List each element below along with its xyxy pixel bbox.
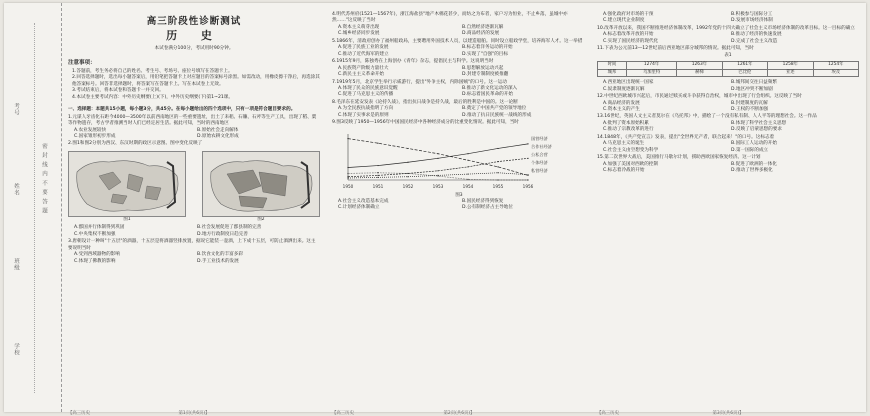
question-options [597,101,859,114]
table-cell: 城邦 [598,69,627,77]
question-stem: 4.明代苏州府(1521—1567年)，浙江海盐县"地产木棉花甚少，而纺之为布者，家户习为恒业，不止乡落，虽城中亦然……"这反映了当时 [332,12,568,24]
name-label: 姓名 [13,183,19,196]
table-cell: 1261年 [722,62,767,70]
data-point [377,175,378,176]
data-point [527,179,528,180]
option[interactable]: A.加强了美国对西欧的控制 [603,161,659,167]
exam-title: 高三阶段性诊断测试 [146,16,242,27]
data-point [407,173,408,174]
line-chart [332,130,586,190]
exam-info: 本试卷满分100分，考试用时90分钟。 [154,46,234,51]
question [597,135,859,154]
data-point [377,165,378,166]
option[interactable]: C.建立现代企业制度 [603,18,645,24]
binding-margin [4,3,62,412]
question-stem: 15.第二次世界大战后，美国推行马歇尔计划，援助西欧国家恢复经济。这一计划 [597,155,761,161]
page-column-2 [332,11,586,401]
option[interactable]: D.发展市场经济体制 [731,18,773,24]
option[interactable]: B.标志着洋务运动的开始 [462,45,513,51]
option[interactable]: B.饮食文化的丰富多彩 [197,252,243,258]
question-options [332,25,586,38]
option[interactable]: A.体现了民众的民族意识觉醒 [338,85,398,91]
question [68,239,320,265]
series-label: 公私合营 [531,151,548,157]
question-options [597,162,859,175]
data-point [467,166,468,167]
map-image [68,151,186,217]
option[interactable]: D.商品经济的发展 [462,31,500,37]
question [597,114,859,133]
question [597,94,859,113]
question [597,155,859,174]
question [332,100,586,119]
option[interactable]: B.社会发展促进了郡县制的完善 [197,225,262,231]
question [68,141,320,147]
data-point [497,161,498,162]
question-options [597,121,859,134]
map-caption: 图1 [123,216,131,222]
x-tick-label: 1951 [372,183,384,189]
data-point [347,167,348,168]
exam-sheet [4,3,866,416]
footer-left: 【高三历史 [68,411,90,416]
table-cell: 1254年 [813,62,858,70]
x-tick-label: 1956 [522,183,534,189]
question-options [597,80,859,93]
table-cell: 1274年 [626,62,676,70]
table-cell: 巴比伦 [722,69,767,77]
map-image [202,151,320,217]
page-column-3 [597,11,859,401]
question-options [68,225,320,238]
option[interactable]: C.资本主义的产生 [603,106,640,112]
question-list [597,12,859,53]
table-cell: 乌加里特 [626,69,676,77]
x-tick-label: 1953 [432,183,444,189]
table-cell: 时间 [598,62,627,70]
question-stem: 14.1848年，《共产党宣言》发表，提出"全世界无产者，联合起来！"的口号。这标志着 [597,134,775,140]
option[interactable]: B.城邦间交往日益频繁 [731,80,777,86]
option[interactable]: C.计划经济体制确立 [338,205,380,211]
question-options [332,106,586,119]
data-point [497,172,498,173]
option[interactable]: C.新民主主义革命开始 [338,72,385,78]
question-options [597,12,859,25]
option[interactable]: B.推动了经济的快速发展 [731,32,782,38]
option[interactable]: C.促进了马克思主义的传播 [338,92,394,98]
question-options [68,252,320,265]
footer-page: 第2页(共6页)】 [443,411,475,416]
option[interactable]: D.封建专制制度被推翻 [462,72,509,78]
option[interactable]: A.民族资产阶级力量壮大 [338,65,389,71]
option[interactable]: D.标志着国民革命的开始 [462,92,513,98]
option[interactable]: C.国家雏形初步形成 [74,133,116,139]
table-cell: 1258年 [768,62,813,70]
option[interactable]: D.推动了抗日民族统一战线的形成 [462,112,532,118]
section-1-heading: 一、选择题：本题共15小题，每小题3分，共45分。在每小题给出的四个选项中，只有一项是符合题目要求的。 [68,107,296,113]
option[interactable]: C.奴隶制度逐渐瓦解 [603,86,645,92]
question-stem: 1.元谋人牙齿化石距今4000—3500年以前西南地区的一些重要遗址，出土了耒耜、石镰、石斧等生产工具，出现了稻、粟等作物遗存，考古学者推测当时人们已经定居生活。据此可知，当时的西南地区 [68,114,317,127]
question [597,80,859,93]
question-stem: 13.16世纪，英国人文主义者莫尔在《乌托邦》中，描绘了一个没有私有制、人人平等的理想社会。这一作品 [597,114,817,120]
notice-item: 2.回答选择题时，选出每小题答案后，用铅笔把答题卡上对应题目的答案标号涂黑。如需改动，用橡皮擦干净后，再选涂其他答案标号。回答非选择题时，将答案写在答题卡上。写在本试卷上无效。 [72,75,320,87]
question-stem: 11.下表为公元前13—12世纪前后西亚地区部分城邦的情况。据此可知，当时 [597,46,754,52]
option[interactable]: A.郡国并行体制得到巩固 [74,225,125,231]
option[interactable]: A.马克思主义的诞生 [603,141,645,147]
series-line [348,138,528,175]
option[interactable]: D.地方行政制度日趋完善 [197,231,248,237]
question-stem: 5.1866年，清政府创办了福州船政局，主要聘用外国技术人员，以建造船舶。同时设立船政学堂，培养海军人才。这一举措 [332,38,583,44]
data-point [407,161,408,162]
chart-caption: 图3 [455,193,463,199]
table-cell: 1263年 [677,62,722,70]
x-tick-label: 1954 [462,183,474,189]
table-row [598,69,859,77]
option[interactable]: C.城乡经济同步发展 [338,31,380,37]
question-stem: 9.图3反映了1950—1956年中国国民经济中各种经济成分的比重变化情况。据此可知，当时 [332,120,519,126]
option[interactable]: C.中央集权不断加强 [74,231,116,237]
series-label: 合作社经济 [531,143,552,149]
x-tick-label: 1950 [342,183,354,189]
exam-number-label: 考号 [13,103,19,116]
seal-dotted-line [34,23,35,393]
data-point [467,159,468,160]
option[interactable]: B.原始社会走向解体 [197,127,239,133]
question-list [332,12,586,127]
exam-subject: 历 史 [166,29,222,42]
option[interactable]: B.推动了新文化运动的深入 [462,85,518,91]
data-point [347,177,348,178]
question [597,26,859,45]
option[interactable]: D.王权的不断加强 [731,106,769,112]
question-stem: 12.中世纪西欧城市兴起后，市民通过赎买或斗争获得自治权，城市中出现了行会组织。这反映了当时 [597,94,802,100]
option[interactable]: A.西亚地区出现统一国家 [603,80,654,86]
table-caption: 表1 [724,52,732,58]
option[interactable]: D.第一国际的成立 [731,147,769,153]
option[interactable]: C.体现了佛教的影响 [74,258,116,264]
data-point [527,143,528,144]
option[interactable]: D.完成了社会主义改造 [731,38,778,44]
map-figure-2 [202,151,320,223]
option[interactable]: A.农业发展较快 [74,127,107,133]
data-point [497,166,498,167]
option[interactable]: B.自然经济逐渐瓦解 [462,24,504,30]
option[interactable]: C.推动了宗教改革的进行 [603,127,654,133]
footer-left: 【高三历史 [597,411,619,416]
option[interactable]: C.社会主义由空想变为科学 [603,147,659,153]
table-row [598,62,859,70]
data-point [347,173,348,174]
notice-block [68,60,320,101]
option[interactable]: A.商品经济的发展 [603,100,640,106]
data-point [377,142,378,143]
data-point [497,148,498,149]
series-label: 个体经济 [531,159,548,165]
seal-line-text: 密 封 线 内 不 要 答 题 [41,143,47,215]
question [332,59,586,78]
table-cell: 赫梯 [677,69,722,77]
footer-left: 【高三历史 [332,411,354,416]
option[interactable]: A.社会主义改造基本完成 [338,198,389,204]
chart-figure-3 [332,130,586,199]
question [332,120,586,126]
notice-item: 1.答题前，考生务必将自己的姓名、考生号、考场号、座位号填写在答题卡上。 [72,68,233,74]
option[interactable]: D.原始农耕文化形成 [197,133,239,139]
data-point [467,173,468,174]
option[interactable]: B.奠定了中国共产党的领导地位 [462,106,527,112]
data-point [467,153,468,154]
data-point [347,138,348,139]
notice-item: 3.考试结束后，将本试卷和答题卡一并交回。 [72,88,164,94]
option[interactable]: D.实现了"自强"的目标 [462,51,508,57]
question [597,12,859,25]
question-options [332,86,586,99]
question-stem: 10.改革开放以来，我国不断推进经济体制改革，1992年党的十四大确立了社会主义市场经济体制的改革目标。这一目标的确立 [597,25,855,31]
data-point [497,179,498,180]
option[interactable]: D.地区冲突不断加剧 [731,86,773,92]
question-options [332,199,586,212]
data-point [437,170,438,171]
data-point [527,175,528,176]
data-point [377,176,378,177]
option[interactable]: B.国际工人运动的开始 [731,141,777,147]
question-options [68,128,320,141]
data-point [407,176,408,177]
question [332,12,586,38]
question-options [597,141,859,154]
option[interactable]: D.手工业技术的发展 [197,258,239,264]
notice-title: 注意事项： [68,60,96,67]
option[interactable]: B.积极参与国际分工 [731,12,773,17]
question-stem: 2.图1和图2分别为西汉、东汉时期的政区示意图。图中变化反映了 [68,141,203,147]
question-list [597,80,859,174]
data-point [407,148,408,149]
school-label: 学校 [13,343,19,356]
option[interactable]: A.标志着改革开放的开始 [603,32,654,38]
footer-page: 第1页(共6页)】 [178,411,210,416]
data-table [597,61,859,77]
notice-item: 4.本试卷主要考试内容：中外历史纲要(上)(下)，中外历史纲要(下)第1~21课。 [72,94,233,100]
data-point [347,176,348,177]
option[interactable]: D.反映了启蒙思想的要求 [731,127,782,133]
map-caption: 图2 [257,216,265,222]
option[interactable]: C.体现了实事求是的原则 [338,112,389,118]
option[interactable]: A.强化政府对市场的干预 [603,12,654,17]
option[interactable]: A.批判了资本原始积累 [603,120,649,126]
option[interactable]: D.推动了世界多极化 [731,168,773,174]
page-column-1 [68,11,320,401]
option[interactable]: B.封建制度的瓦解 [731,100,768,106]
table-cell: 埃及 [813,69,858,77]
option[interactable]: C.推动了近代海军的建立 [338,51,389,57]
series-line [348,144,528,168]
table-cell: 亚述 [768,69,813,77]
question-options [332,66,586,79]
data-point [527,157,528,158]
x-tick-label: 1955 [492,183,504,189]
question [332,80,586,99]
question [68,225,320,238]
option[interactable]: A.促进了民族工业的发展 [338,45,389,51]
option[interactable]: B.体现了科学社会主义思想 [731,120,787,126]
question [332,39,586,58]
option[interactable]: A.资本主义萌芽出现 [338,24,380,30]
option[interactable]: B.思想解放运动兴起 [462,65,504,71]
option[interactable]: C.标志着冷战的开始 [603,168,645,174]
data-point [437,157,438,158]
option[interactable]: B.促进了欧洲的一体化 [731,161,777,167]
question [332,199,586,212]
map-figures [68,151,320,223]
x-tick-label: 1952 [402,183,414,189]
footer-page: 第3页(共6页)】 [712,411,744,416]
question-stem: 8.毛泽东在延安发表《论持久战》，指出抗日战争是持久战，最后的胜利是中国的。这一论断 [332,99,518,105]
question [68,115,320,141]
question-stem: 6.1915年9月，陈独秀在上海创办《青年》杂志，提倡民主与科学。这说明当时 [332,59,494,65]
series-label: 私营经济 [531,167,548,173]
data-point [437,175,438,176]
option[interactable]: B.国民经济得到恢复 [462,198,504,204]
data-point [467,178,468,179]
question-options [597,32,859,45]
data-point [377,172,378,173]
option[interactable]: D.公有制经济占主导地位 [462,205,513,211]
option[interactable]: A.受到西域器物的影响 [74,252,120,258]
series-label: 国营经济 [531,135,548,141]
map-figure-1 [68,151,186,223]
option[interactable]: C.实现了国民经济的现代化 [603,38,659,44]
question-stem: 7.1919年5月，北京学生举行示威游行，提出"外争主权，内除国贼"的口号。这一运动 [332,79,507,85]
class-label: 班级 [13,258,19,271]
question-stem: 3.唐朝设计一种叫"十五层"的酒器，十五层是将酒器竖排放置，据说它能装一壶酒，上下成十五层，可防止酒洒出来。这主要说明当时 [68,239,316,251]
data-point [437,153,438,154]
question-options [332,45,586,58]
option[interactable]: A.为全民族抗战指明了方向 [338,106,394,112]
